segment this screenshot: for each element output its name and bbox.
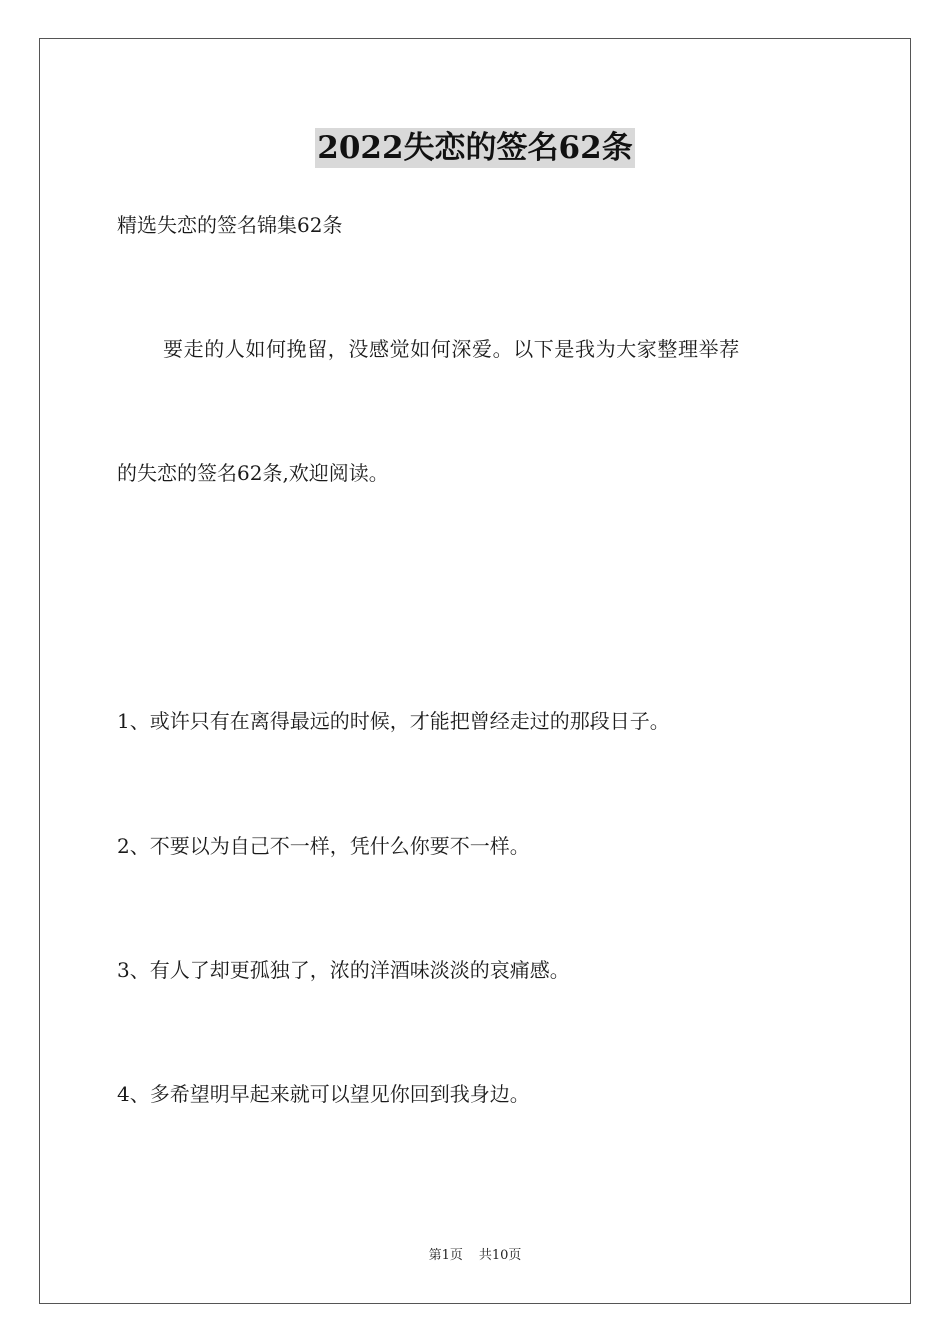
document-title: 2022失恋的签名62条 [317, 130, 633, 166]
intro-paragraph-line-2: 的失恋的签名62条,欢迎阅读。 [117, 461, 389, 485]
page-footer [0, 1247, 950, 1265]
list-item: 1、或许只有在离得最远的时候，才能把曾经走过的那段日子。 [117, 709, 670, 733]
page-total: 共10页 [478, 1248, 522, 1263]
list-item: 4、多希望明早起来就可以望见你回到我身边。 [117, 1082, 530, 1106]
title-container [0, 128, 950, 168]
list-item: 2、不要以为自己不一样，凭什么你要不一样。 [117, 834, 530, 858]
intro-paragraph-line-1: 要走的人如何挽留，没感觉如何深爱。以下是我为大家整理举荐 [163, 337, 740, 361]
list-item: 3、有人了却更孤独了，浓的洋酒味淡淡的哀痛感。 [117, 958, 570, 982]
document-subtitle: 精选失恋的签名锦集62条 [117, 213, 343, 237]
page-number: 第1页 [428, 1248, 463, 1263]
